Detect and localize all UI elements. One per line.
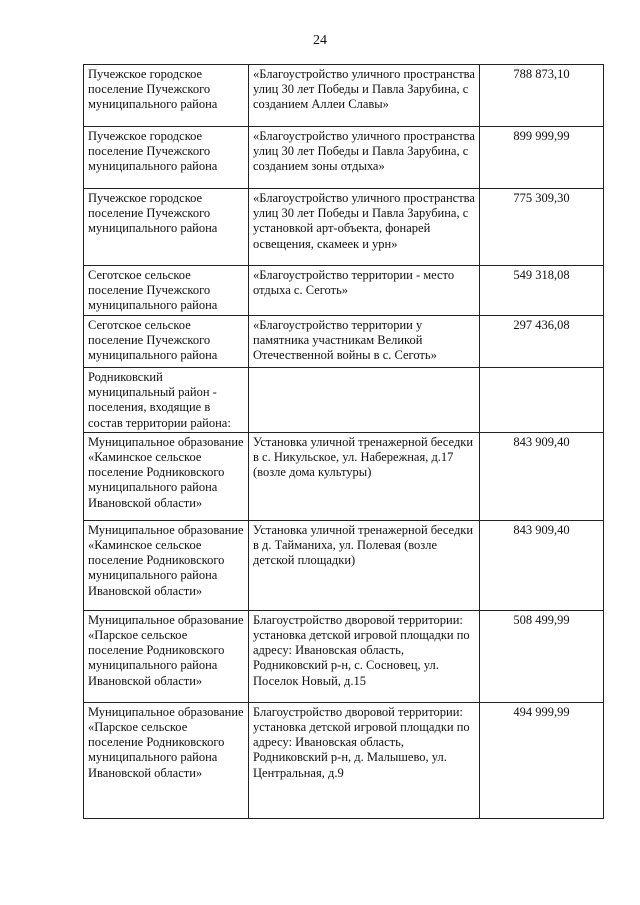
recipient-cell: Муниципальное образование «Каминское сельское поселение Родниковского муниципального района Ивановской области» <box>84 432 249 520</box>
amount-cell: 899 999,99 <box>480 127 604 189</box>
table-row <box>84 520 604 610</box>
table-row <box>84 65 604 127</box>
project-cell: Установка уличной тренажерной беседки в д. Тайманиха, ул. Полевая (возле детской площадки) <box>249 520 480 610</box>
table-row <box>84 368 604 433</box>
project-cell: Благоустройство дворовой территории: установка детской игровой площадки по адресу: Ивановская область, Родниковский р-н, д. Малышево, ул. Центральная, д.9 <box>249 702 480 818</box>
recipient-cell: Пучежское городское поселение Пучежского муниципального района <box>84 65 249 127</box>
amount-cell <box>480 368 604 433</box>
page-number: 24 <box>313 33 327 48</box>
table-row <box>84 702 604 818</box>
grants-table <box>83 64 604 819</box>
recipient-cell: Пучежское городское поселение Пучежского муниципального района <box>84 127 249 189</box>
project-cell: Установка уличной тренажерной беседки в с. Никульское, ул. Набережная, д.17 (возле дома культуры) <box>249 432 480 520</box>
amount-cell: 494 999,99 <box>480 702 604 818</box>
table-row <box>84 189 604 266</box>
project-cell: «Благоустройство уличного пространства улиц 30 лет Победы и Павла Зарубина, с установкой арт-объекта, фонарей освещения, скамеек и урн» <box>249 189 480 266</box>
table-row <box>84 432 604 520</box>
recipient-cell: Сеготское сельское поселение Пучежского муниципального района <box>84 316 249 368</box>
amount-cell: 775 309,30 <box>480 189 604 266</box>
project-cell: «Благоустройство территории у памятника участникам Великой Отечественной войны в с. Сеготь» <box>249 316 480 368</box>
project-cell <box>249 368 480 433</box>
amount-cell: 297 436,08 <box>480 316 604 368</box>
project-cell: Благоустройство дворовой территории: установка детской игровой площадки по адресу: Ивановская область, Родниковский р-н, с. Сосновец, ул. Поселок Новый, д.15 <box>249 610 480 702</box>
recipient-cell: Муниципальное образование «Каминское сельское поселение Родниковского муниципального района Ивановской области» <box>84 520 249 610</box>
table-row <box>84 316 604 368</box>
recipient-cell: Родниковский муниципальный район - поселения, входящие в состав территории района: <box>84 368 249 433</box>
project-cell: «Благоустройство территории - место отдыха с. Сеготь» <box>249 266 480 316</box>
table-row <box>84 127 604 189</box>
project-cell: «Благоустройство уличного пространства улиц 30 лет Победы и Павла Зарубина, с созданием зоны отдыха» <box>249 127 480 189</box>
recipient-cell: Сеготское сельское поселение Пучежского муниципального района <box>84 266 249 316</box>
amount-cell: 508 499,99 <box>480 610 604 702</box>
amount-cell: 788 873,10 <box>480 65 604 127</box>
amount-cell: 843 909,40 <box>480 432 604 520</box>
recipient-cell: Муниципальное образование «Парское сельское поселение Родниковского муниципального района Ивановской области» <box>84 610 249 702</box>
table-row <box>84 610 604 702</box>
recipient-cell: Муниципальное образование «Парское сельское поселение Родниковского муниципального района Ивановской области» <box>84 702 249 818</box>
table-row <box>84 266 604 316</box>
amount-cell: 843 909,40 <box>480 520 604 610</box>
amount-cell: 549 318,08 <box>480 266 604 316</box>
recipient-cell: Пучежское городское поселение Пучежского муниципального района <box>84 189 249 266</box>
project-cell: «Благоустройство уличного пространства улиц 30 лет Победы и Павла Зарубина, с созданием Аллеи Славы» <box>249 65 480 127</box>
